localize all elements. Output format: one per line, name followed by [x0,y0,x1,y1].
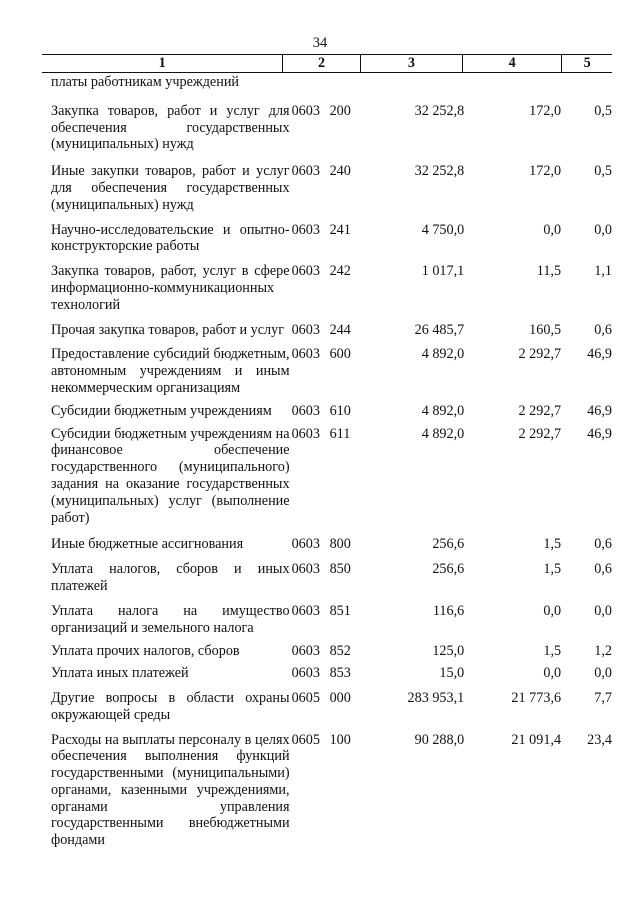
row-value-col4: 2 292,7 [518,425,562,442]
row-type-code: 200 [329,102,351,119]
row-type-code: 610 [329,402,351,419]
row-code [290,263,370,313]
row-value-col3: 4 892,0 [421,402,465,419]
row-value-col3: 256,6 [432,536,465,553]
row-code [290,426,370,527]
row-code [290,536,370,553]
row-value-col4: 1,5 [543,643,562,660]
row-code [290,103,370,153]
row-gap [42,91,612,103]
row-value-col3: 26 485,7 [414,321,465,338]
budget-table [42,54,612,849]
row-value-col4: 21 773,6 [511,689,562,706]
row-section-code: 0603 [291,263,320,280]
row-value-col4: 2 292,7 [518,402,562,419]
row-name: Субсидии бюджетным учреждениям на финансовое обеспечение государственного (муниципального) задания на оказание государственных (муниципальных) услуг (выполнение работ) [51,425,290,526]
row-type-code: 242 [329,263,351,280]
row-value-col5: 46,9 [587,402,612,419]
row-value-col4: 21 091,4 [511,731,562,748]
row-name: Расходы на выплаты персоналу в целях обеспечения выполнения функций государственными (муниципальными) органами, казенными учреждениями, органами управления государственными внебюджетными фондами [51,731,290,849]
row-section-code: 0603 [291,425,320,442]
row-value-col5: 1,2 [594,643,612,660]
row-value-col4: 1,5 [543,536,562,553]
row-value-col5: 46,9 [587,425,612,442]
row-value-col5: 0,0 [594,665,612,682]
row-gap [42,636,612,643]
row-code [290,163,370,213]
row-code [290,346,370,396]
row-type-code: 853 [329,665,351,682]
table-body [42,74,612,849]
row-value-col3: 116,6 [432,602,465,619]
row-type-code: 851 [329,602,351,619]
row-section-code: 0603 [291,602,320,619]
header-col-3: 3 [360,55,462,72]
row-type-code: 000 [329,689,351,706]
row-value-col5: 0,6 [594,536,612,553]
row-gap [42,682,612,690]
header-col-5: 5 [561,55,612,72]
row-value-col4: 1,5 [543,561,562,578]
table-row [42,665,612,682]
row-type-code: 600 [329,346,351,363]
row-value-col4: 160,5 [529,321,562,338]
header-col-1: 1 [158,55,166,71]
row-gap [42,153,612,163]
row-value-col5: 0,0 [594,602,612,619]
table-row [42,222,612,256]
row-section-code: 0603 [291,221,320,238]
row-value-col3: 256,6 [432,561,465,578]
row-section-code: 0603 [291,561,320,578]
row-value-col5: 1,1 [594,263,612,280]
row-section-code: 0603 [291,321,320,338]
row-section-code: 0605 [291,689,320,706]
table-row [42,263,612,313]
row-value-col5: 46,9 [587,346,612,363]
header-col-4: 4 [462,55,561,72]
table-row [42,163,612,213]
row-code [290,222,370,256]
row-value-col3: 32 252,8 [414,102,465,119]
row-section-code: 0603 [291,536,320,553]
row-gap [42,314,612,322]
row-gap [42,214,612,222]
row-value-col4: 172,0 [529,163,562,180]
row-type-code: 611 [329,425,351,442]
row-value-col3: 32 252,8 [414,163,465,180]
continuation-row [42,74,612,91]
row-section-code: 0603 [291,346,320,363]
row-section-code: 0605 [291,731,320,748]
row-name: Прочая закупка товаров, работ и услуг [51,321,285,338]
row-section-code: 0603 [291,402,320,419]
row-value-col3: 125,0 [432,643,465,660]
row-name: Предоставление субсидий бюджетным, автономным учреждениям и иным некоммерческим организациям [51,346,290,396]
row-type-code: 100 [329,731,351,748]
table-row [42,561,612,595]
table-row [42,536,612,553]
row-value-col3: 283 953,1 [407,689,465,706]
row-value-col3: 1 017,1 [421,263,465,280]
row-code [290,643,370,660]
row-section-code: 0603 [291,643,320,660]
row-value-col3: 15,0 [439,665,465,682]
table-row [42,426,612,527]
row-code [290,322,370,339]
row-section-code: 0603 [291,163,320,180]
row-name: Уплата налогов, сборов и иных платежей [51,561,290,594]
row-name: Уплата налога на имущество организаций и земельного налога [51,602,290,636]
row-code [290,665,370,682]
row-type-code: 241 [329,221,351,238]
row-section-code: 0603 [291,665,320,682]
row-code [290,690,370,724]
page-number: 34 [312,35,328,51]
row-value-col3: 4 892,0 [421,346,465,363]
row-value-col4: 11,5 [536,263,562,280]
row-name: Закупка товаров, работ, услуг в сфере информационно-коммуникационных технологий [51,263,290,313]
row-name: Другие вопросы в области охраны окружающей среды [51,689,290,723]
row-name: Закупка товаров, работ и услуг для обеспечения государственных (муниципальных) нужд [51,102,290,153]
row-value-col4: 0,0 [543,221,562,238]
row-value-col3: 90 288,0 [414,731,465,748]
row-section-code: 0603 [291,102,320,119]
row-type-code: 852 [329,643,351,660]
row-type-code: 850 [329,561,351,578]
row-gap [42,255,612,263]
table-row [42,643,612,660]
table-row [42,346,612,396]
row-value-col4: 0,0 [543,665,562,682]
row-value-col3: 4 892,0 [421,425,465,442]
table-row [42,403,612,420]
row-gap [42,553,612,561]
row-gap [42,526,612,536]
table-header [42,54,612,73]
row-type-code: 800 [329,536,351,553]
table-row [42,732,612,850]
row-value-col5: 0,6 [594,561,612,578]
table-row [42,603,612,637]
row-gap [42,724,612,732]
row-type-code: 240 [329,163,351,180]
row-value-col4: 172,0 [529,102,562,119]
row-value-col5: 0,5 [594,163,612,180]
table-row [42,690,612,724]
continuation-text: платы работникам учреждений [51,74,239,90]
row-value-col4: 2 292,7 [518,346,562,363]
row-gap [42,338,612,346]
table-row [42,322,612,339]
row-value-col5: 0,6 [594,321,612,338]
row-value-col4: 0,0 [543,602,562,619]
row-value-col3: 4 750,0 [421,221,465,238]
row-code [290,561,370,595]
row-name: Уплата прочих налогов, сборов [51,643,240,660]
row-name: Иные бюджетные ассигнования [51,536,244,553]
row-value-col5: 0,0 [594,221,612,238]
row-value-col5: 7,7 [594,689,612,706]
row-gap [42,595,612,603]
row-code [290,603,370,637]
row-name: Уплата иных платежей [51,665,189,682]
row-name: Субсидии бюджетным учреждениям [51,402,272,419]
row-name: Иные закупки товаров, работ и услуг для обеспечения государственных (муниципальных) нужд [51,163,290,213]
row-value-col5: 0,5 [594,102,612,119]
row-code [290,403,370,420]
row-value-col5: 23,4 [587,731,612,748]
table-row [42,103,612,153]
row-code [290,732,370,850]
row-type-code: 244 [329,321,351,338]
row-name: Научно-исследовательские и опытно-конструкторские работы [51,221,290,255]
header-col-2: 2 [282,55,359,72]
